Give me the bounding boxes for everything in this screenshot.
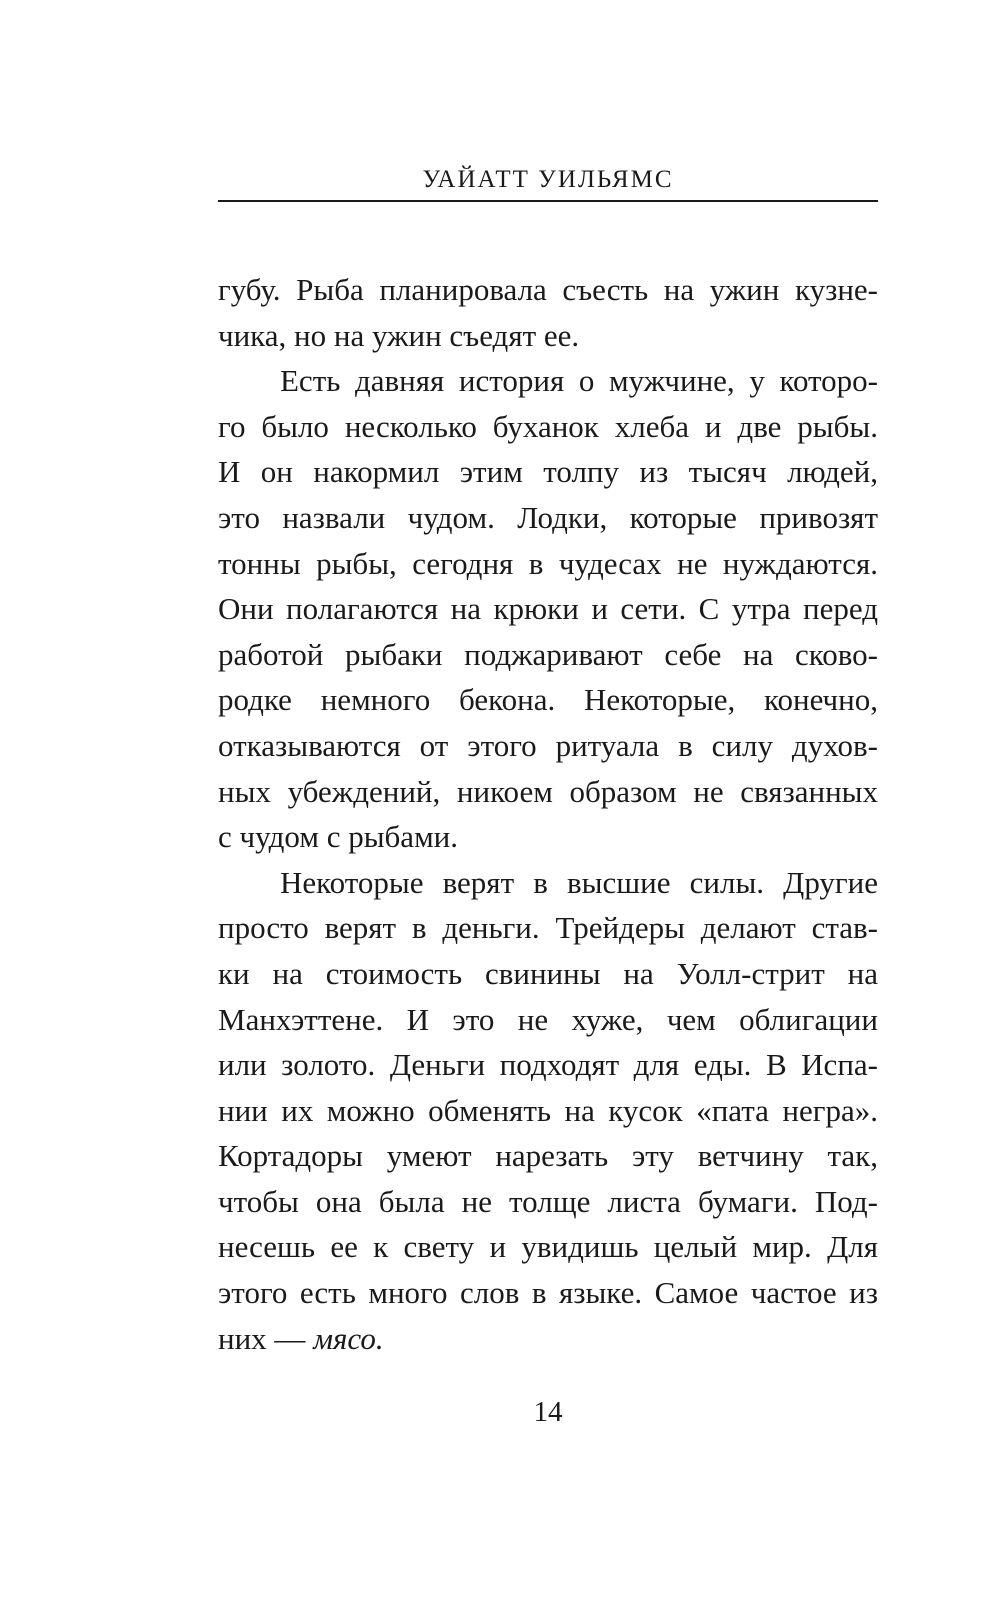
- body-text: [218, 267, 878, 1361]
- text-line: ки на стоимость свинины на Уолл-стрит на: [218, 955, 878, 991]
- text-line: го было несколько буханок хлеба и две рыбы.: [218, 408, 878, 444]
- text-line: с чудом с рыбами.: [218, 819, 459, 855]
- text-line: тонны рыбы, сегодня в чудесах не нуждаются.: [218, 545, 878, 581]
- text-line: работой рыбаки поджаривают себе на сково-: [218, 636, 878, 672]
- page-number: 14: [533, 1396, 563, 1428]
- text-line: нии их можно обменять на кусок «пата негра».: [218, 1092, 878, 1128]
- text-line: это назвали чудом. Лодки, которые привозят: [218, 499, 878, 535]
- text-line: чика, но на ужин съедят ее.: [218, 317, 580, 353]
- final-line-text: них —: [218, 1320, 314, 1356]
- text-line: несешь ее к свету и увидишь целый мир. Для: [218, 1229, 878, 1265]
- text-line: чтобы она была не толще листа бумаги. Под-: [218, 1183, 878, 1219]
- text-line: ных убеждений, никоем образом не связанных: [218, 773, 878, 809]
- header-rule: [218, 200, 878, 202]
- text-line: или золото. Деньги подходят для еды. В Испа-: [218, 1047, 878, 1083]
- text-line: Кортадоры умеют нарезать эту ветчину так,: [218, 1138, 878, 1174]
- text-line: Они полагаются на крюки и сети. С утра перед: [218, 591, 878, 627]
- emphasized-word: мясо.: [313, 1320, 384, 1356]
- text-line: отказываются от этого ритуала в силу духов-: [218, 727, 878, 763]
- text-line: этого есть много слов в языке. Самое частое из: [218, 1275, 878, 1311]
- text-line: И он накормил этим толпу из тысяч людей,: [218, 454, 878, 490]
- text-line: Манхэттене. И это не хуже, чем облигации: [218, 1001, 878, 1037]
- running-head-author: УАЙАТТ УИЛЬЯМС: [422, 166, 674, 193]
- text-line: просто верят в деньги. Трейдеры делают став-: [218, 910, 878, 946]
- text-line: Некоторые верят в высшие силы. Другие: [280, 864, 878, 900]
- text-line: губу. Рыба планировала съесть на ужин кузне-: [218, 272, 878, 307]
- text-line-final: [218, 1316, 878, 1362]
- text-line: родке немного бекона. Некоторые, конечно,: [218, 682, 878, 718]
- text-line: Есть давняя история о мужчине, у которо-: [280, 363, 878, 399]
